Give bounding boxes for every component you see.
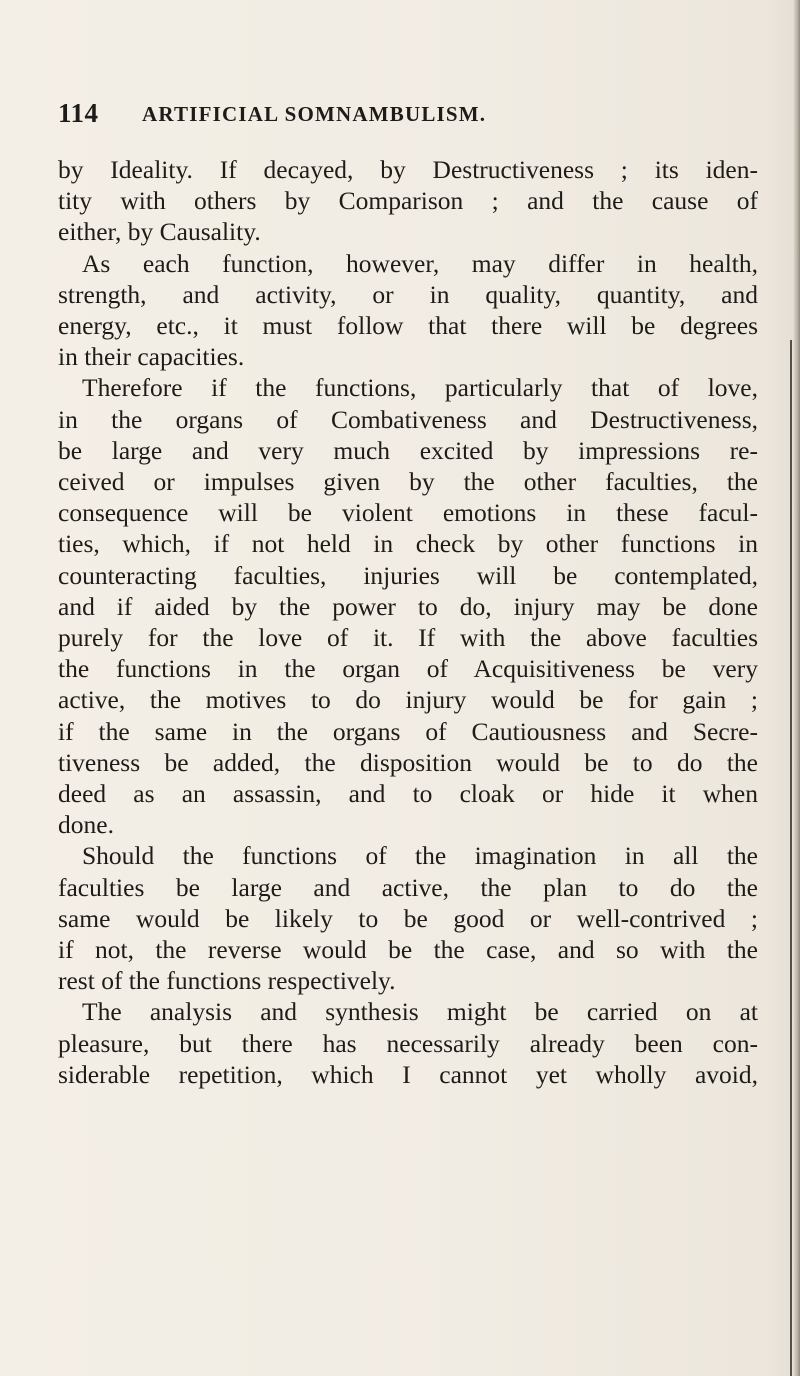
text-line: in their capacities. — [58, 342, 245, 372]
text-line: deed as an assassin, and to cloak or hide it when — [58, 779, 758, 809]
text-line: either, by Causality. — [58, 217, 261, 247]
text-line: strength, and activity, or in quality, quantity, and — [58, 279, 758, 309]
running-title: ARTIFICIAL SOMNAMBULISM. — [142, 102, 487, 126]
page-number: 114 — [58, 98, 99, 128]
paragraph — [58, 372, 758, 840]
text-line: and if aided by the power to do, injury may be done — [58, 591, 758, 621]
text-line: active, the motives to do injury would be for gain ; — [58, 685, 758, 715]
text-line: purely for the love of it. If with the above faculties — [58, 623, 758, 653]
page-header — [58, 98, 758, 138]
text-line: if the same in the organs of Cautiousness and Secre- — [58, 716, 758, 746]
text-line: faculties be large and active, the plan to do the — [58, 872, 758, 902]
paragraph — [58, 248, 758, 373]
text-line: counteracting faculties, injuries will be contemplated, — [58, 560, 758, 590]
text-line: siderable repetition, which I cannot yet wholly avoid, — [58, 1059, 758, 1089]
text-line: Should the functions of the imagination in all the — [82, 841, 758, 871]
paragraph — [58, 996, 758, 1090]
page-edge-shadow — [794, 0, 800, 1376]
text-line: The analysis and synthesis might be carried on at — [82, 997, 758, 1027]
paragraph — [58, 154, 758, 248]
text-line: done. — [58, 810, 114, 840]
text-line: ceived or impulses given by the other faculties, the — [58, 467, 758, 497]
text-line: same would be likely to be good or well-contrived ; — [58, 903, 758, 933]
binding-edge-line — [790, 340, 792, 1376]
text-line: in the organs of Combativeness and Destructiveness, — [58, 404, 758, 434]
text-line: ties, which, if not held in check by other functions in — [58, 529, 758, 559]
text-line: pleasure, but there has necessarily already been con- — [58, 1028, 758, 1058]
body-text — [58, 154, 758, 1090]
text-line: tity with others by Comparison ; and the cause of — [58, 186, 758, 216]
text-line: rest of the functions respectively. — [58, 966, 396, 996]
text-line: tiveness be added, the disposition would be to do the — [58, 747, 758, 777]
text-line: by Ideality. If decayed, by Destructiveness ; its iden- — [58, 155, 758, 184]
text-line: energy, etc., it must follow that there will be degrees — [58, 311, 758, 341]
text-line: As each function, however, may differ in health, — [82, 248, 758, 278]
text-line: Therefore if the functions, particularly that of love, — [82, 373, 758, 403]
paragraph — [58, 840, 758, 996]
text-line: consequence will be violent emotions in these facul- — [58, 498, 758, 528]
text-line: if not, the reverse would be the case, and so with the — [58, 935, 758, 965]
text-line: be large and very much excited by impressions re- — [58, 435, 758, 465]
text-line: the functions in the organ of Acquisitiveness be very — [58, 654, 758, 684]
